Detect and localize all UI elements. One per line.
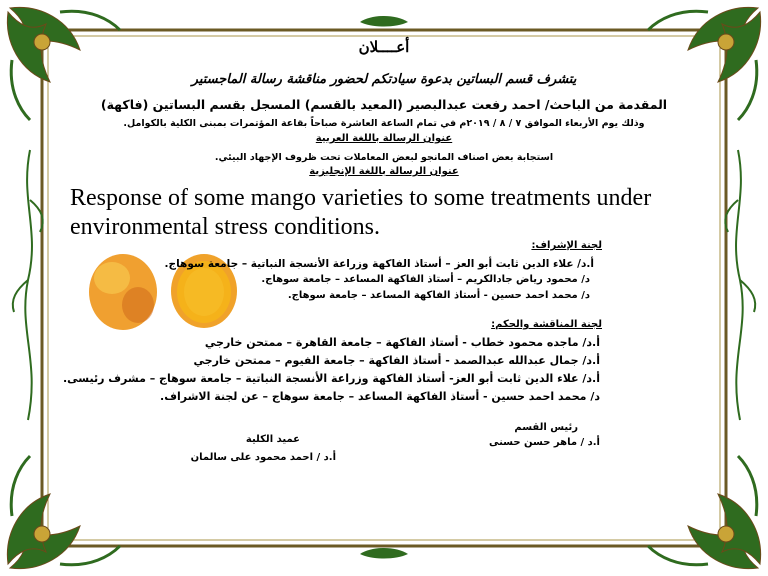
english-title-heading: عنوان الرسالة باللغة الإنجليزية (309, 166, 459, 177)
english-thesis-title: Response of some mango varieties to some treatments under environmental stress conditions. (70, 185, 652, 240)
examiner-4: د/ محمد احمد حسين - أستاذ الفاكهة المساعد – جامعة سوهاج – عن لجنة الاشراف. (160, 390, 600, 403)
supervision-heading: لجنة الإشراف: (531, 240, 602, 251)
arabic-title-heading: عنوان الرسالة باللغة العربية (315, 133, 453, 144)
examiner-3: أ.د/ علاء الدين ثابت أبو العز- أستاذ الفاكهة وزراعة الأنسجة النباتية – جامعة سوهاج – مشرف رئيسى. (62, 372, 600, 385)
dean-title: عميد الكلية (245, 434, 300, 445)
side-vine-left (13, 150, 43, 420)
announcement-title: أعــــلان (358, 38, 410, 56)
supervisor-3: د/ محمد احمد حسين - أستاذ الفاكهة المساعد – جامعة سوهاج. (287, 290, 590, 301)
dept-head-title: رئيس القسم (514, 422, 578, 433)
discussion-heading: لجنة المناقشة والحكم: (491, 319, 602, 330)
side-vine-right (725, 150, 755, 420)
top-center-ornament (360, 16, 408, 27)
invitation-line: يتشرف قسم البساتين بدعوة سيادتكم لحضور مناقشة رسالة الماجستير (191, 72, 577, 87)
supervisor-1: أ.د/ علاء الدين ثابت أبو العز – أستاذ الفاكهة وزراعة الأنسجة النباتية – جامعة سوهاج. (164, 258, 594, 270)
dept-head-name: أ.د / ماهر حسن حسنى (488, 437, 600, 448)
examiner-1: أ.د/ ماجده محمود خطاب - أستاذ الفاكهة – جامعة القاهرة – ممتحن خارجي (204, 336, 600, 349)
date-line: وذلك يوم الأربعاء الموافق ٧ / ٨ / ٢٠١٩م في تمام الساعة العاشرة صباحاً بقاعة المؤتمرات بمبنى الكلية بالكوامل. (123, 118, 645, 129)
researcher-line: المقدمة من الباحث/ احمد رفعت عبدالبصير (المعيد بالقسم) المسجل بقسم البساتين (فاكهة) (100, 97, 668, 112)
corner-ornament-bottom-right (648, 456, 761, 569)
arabic-thesis-title: استجابة بعض اصناف المانجو لبعض المعاملات تحت ظروف الإجهاد البيئي. (214, 152, 554, 163)
corner-ornament-bottom-left (7, 456, 120, 569)
supervisor-2: د/ محمود رياض جادالكريم – أستاذ الفاكهة المساعد – جامعة سوهاج. (261, 274, 590, 285)
bottom-center-ornament (360, 548, 408, 559)
examiner-2: أ.د/ جمال عبدالله عبدالصمد - أستاذ الفاكهة – جامعة الفيوم – ممتحن خارجي (193, 354, 600, 367)
dean-name: أ.د / احمد محمود على سالمان (190, 452, 336, 463)
